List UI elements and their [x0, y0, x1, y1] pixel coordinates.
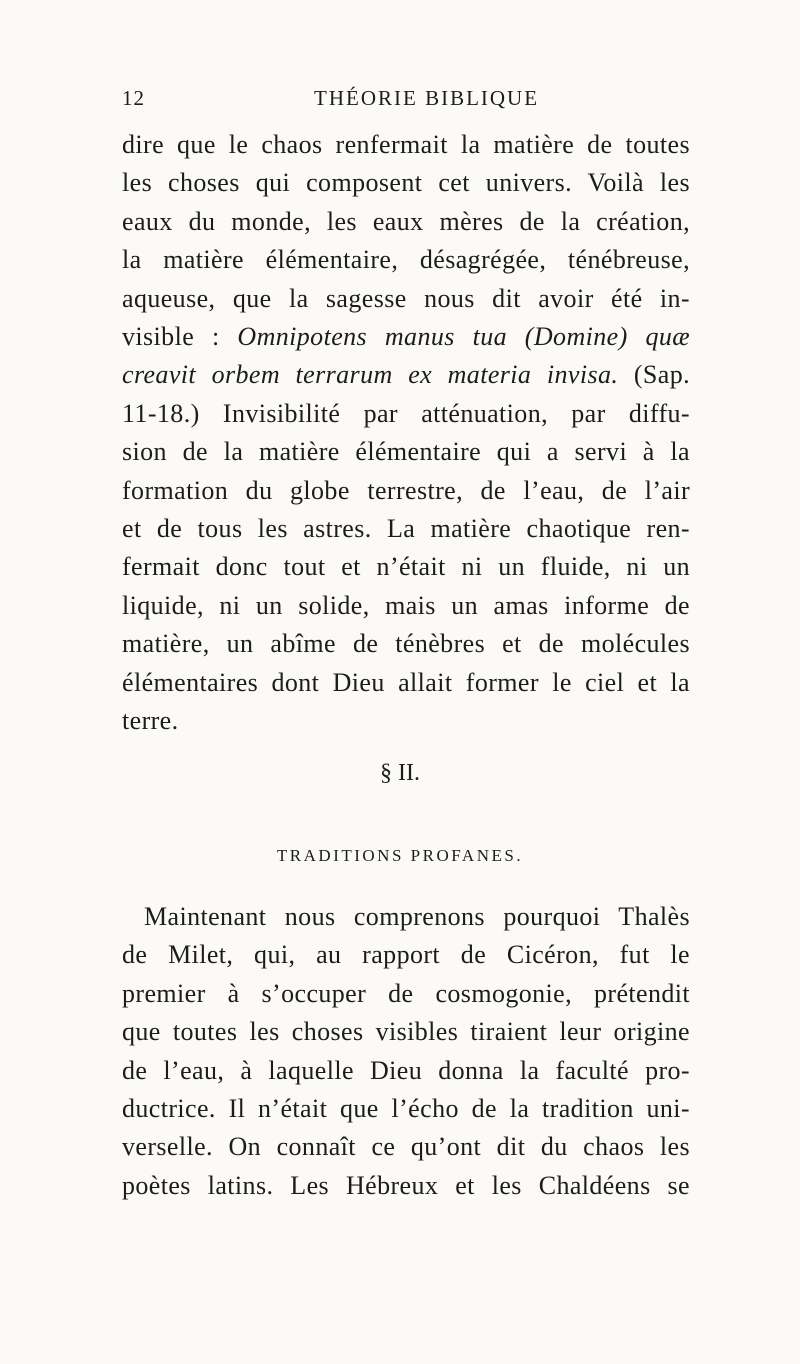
text-line: aqueuse, que la sagesse nous dit avoir été in- [122, 283, 690, 313]
text-line: que toutes les choses visibles tiraient leur origine [122, 1017, 690, 1047]
text-line: et de tous les astres. La matière chaotique ren- [122, 514, 690, 544]
section-number: § II. [380, 760, 420, 786]
running-title: THÉORIE BIBLIQUE [314, 86, 540, 110]
text-line: verselle. On connaît ce qu’ont dit du chaos les [122, 1132, 690, 1162]
text-line: poètes latins. Les Hébreux et les Chaldéens se [122, 1170, 690, 1200]
text-line: ductrice. Il n’était que l’écho de la tradition uni- [122, 1094, 690, 1124]
text-line: la matière élémentaire, désagrégée, ténébreuse, [122, 245, 690, 275]
text-line-with-quote [122, 318, 690, 356]
text-line-with-quote [122, 356, 690, 394]
text-line: fermait donc tout et n’était ni un fluide, ni un [122, 552, 690, 582]
text-line: les choses qui composent cet univers. Voilà les [122, 168, 690, 198]
section-heading: TRADITIONS PROFANES. [276, 846, 524, 865]
text-fragment: visible : [122, 322, 238, 352]
latin-quote-continued: creavit orbem terrarum ex materia invisa. [122, 360, 619, 390]
text-line: sion de la matière élémentaire qui a servi à la [122, 437, 690, 467]
page-number: 12 [122, 86, 145, 110]
paragraph-chaos [122, 126, 690, 741]
text-line: premier à s’occuper de cosmogonie, prétendit [122, 978, 690, 1008]
paragraph-traditions [122, 898, 690, 1205]
text-line: 11-18.) Invisibilité par atténuation, par diffu- [122, 398, 690, 428]
text-line: terre. [122, 706, 179, 736]
text-line: eaux du monde, les eaux mères de la création, [122, 206, 690, 236]
text-line: de Milet, qui, au rapport de Cicéron, fut le [122, 940, 690, 970]
page-header [122, 86, 682, 116]
text-line: Maintenant nous comprenons pourquoi Thalès [144, 902, 690, 931]
text-line: matière, un abîme de ténèbres et de molécules [122, 629, 690, 659]
text-line: élémentaires dont Dieu allait former le ciel et la [122, 667, 690, 697]
latin-quote: Omnipotens manus tua (Domine) quæ [237, 322, 690, 352]
text-line: de l’eau, à laquelle Dieu donna la faculté pro- [122, 1055, 690, 1085]
text-line: liquide, ni un solide, mais un amas informe de [122, 590, 690, 620]
text-line: dire que le chaos renfermait la matière de toutes [122, 130, 690, 159]
text-line: formation du globe terrestre, de l’eau, de l’air [122, 475, 690, 505]
citation-start: (Sap. [618, 360, 690, 390]
